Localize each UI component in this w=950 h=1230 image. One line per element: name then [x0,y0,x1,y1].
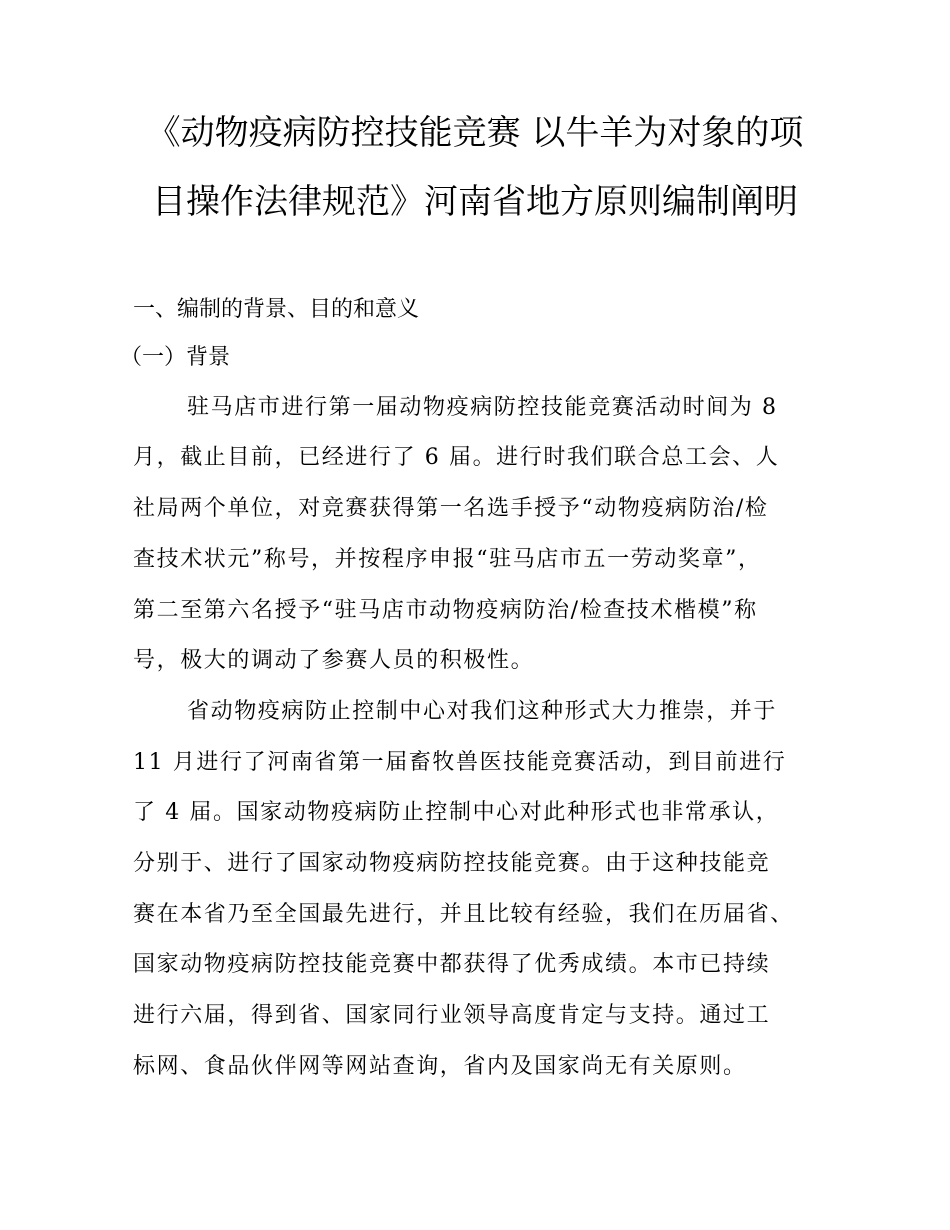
subsection-heading: （一）背景 [120,345,231,370]
paragraph-2-line: 标网、食品伙伴网等网站查询，省内及国家尚无有关原则。 [133,1054,747,1079]
paragraph-1-line: 驻马店市进行第一届动物疫病防控技能竞赛活动时间为 8 [187,395,778,420]
paragraph-2-line: 赛在本省乃至全国最先进行，并且比较有经验，我们在历届省、 [133,902,794,927]
paragraph-1-line: 社局两个单位，对竞赛获得第一名选手授予“动物疫病防治/检 [133,496,769,521]
paragraph-2-line: 分别于、进行了国家动物疫病防控技能竞赛。由于这种技能竞 [133,851,771,876]
paragraph-2-line: 国家动物疫病防控技能竞赛中都获得了优秀成绩。本市已持续 [133,952,771,977]
paragraph-2-line: 进行六届，得到省、国家同行业领导高度肯定与支持。通过工 [133,1003,771,1028]
paragraph-1-line: 号，极大的调动了参赛人员的积极性。 [133,648,535,673]
paragraph-2-line: 11 月进行了河南省第一届畜牧兽医技能竞赛活动，到目前进行 [133,750,787,775]
paragraph-1-line: 查技术状元”称号，并按程序申报“驻马店市五一劳动奖章”， [133,547,762,572]
document-title-line-1: 《动物疫病防控技能竞赛 以牛羊为对象的项 [146,113,804,153]
paragraph-2-line: 了 4 届。国家动物疫病防止控制中心对此种形式也非常承认， [133,800,780,825]
paragraph-1-line: 月，截止目前，已经进行了 6 届。进行时我们联合总工会、人 [133,445,780,470]
paragraph-2-line: 省动物疫病防止控制中心对我们这种形式大力推崇，并于 [187,699,778,724]
document-title-line-2: 目操作法律规范》河南省地方原则编制阐明 [152,182,798,222]
paragraph-1-line: 第二至第六名授予“驻马店市动物疫病防治/检查技术楷模”称 [133,598,758,623]
section-heading: 一、编制的背景、目的和意义 [133,297,420,322]
